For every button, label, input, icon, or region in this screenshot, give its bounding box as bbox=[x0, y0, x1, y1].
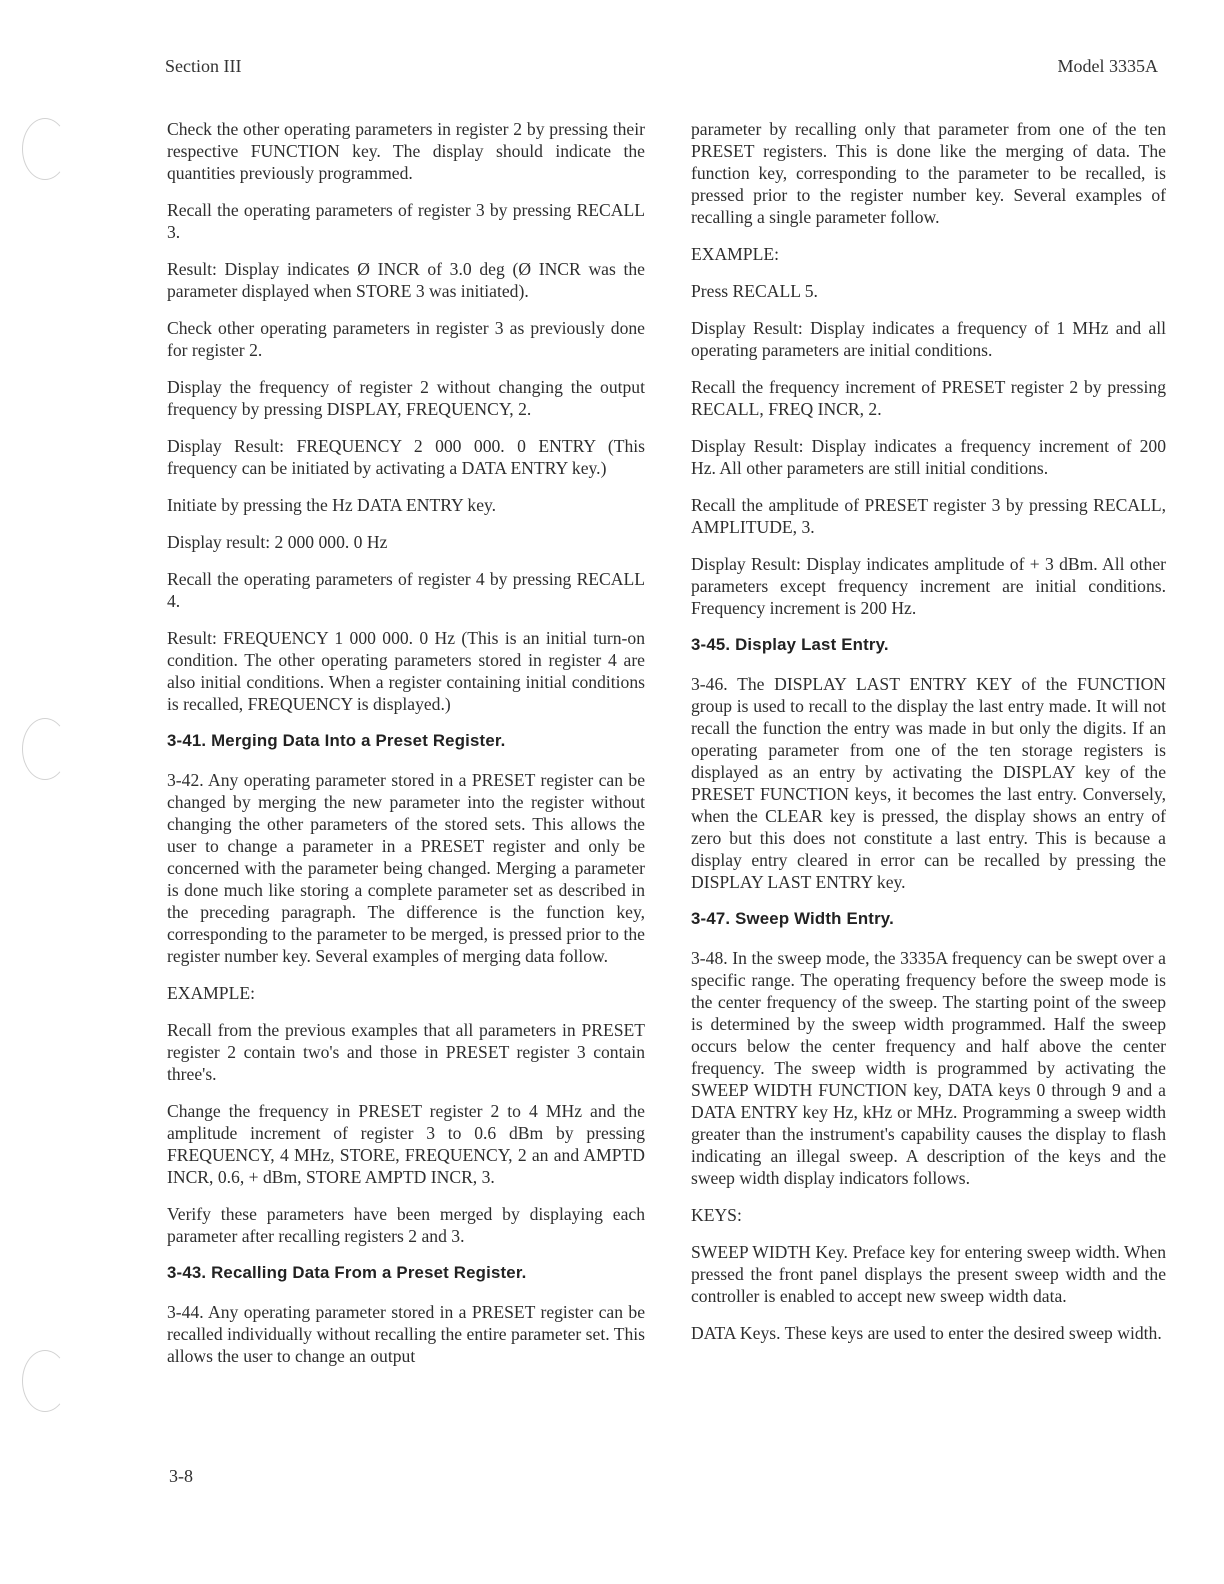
paragraph: Press RECALL 5. bbox=[691, 281, 818, 301]
paragraph: Verify these parameters have been merged by displaying each parameter after recalling registers 2 and 3. bbox=[167, 1204, 645, 1246]
paragraph: Display Result: FREQUENCY 2 000 000. 0 ENTRY (This frequency can be initiated by activating a DATA ENTRY key.) bbox=[167, 436, 645, 478]
section-heading: 3-47. Sweep Width Entry. bbox=[691, 909, 894, 928]
paragraph: Initiate by pressing the Hz DATA ENTRY key. bbox=[167, 495, 497, 515]
binder-hole-top bbox=[22, 118, 68, 180]
paragraph: Result: Display indicates Ø INCR of 3.0 deg (Ø INCR was the parameter displayed when STORE 3 was initiated). bbox=[167, 259, 645, 301]
paragraph: Result: FREQUENCY 1 000 000. 0 Hz (This is an initial turn-on condition. The other operating parameters stored in register 4 are also initial conditions. When a register containing initial conditions is recalled, FREQUENCY is displayed.) bbox=[167, 628, 645, 714]
paragraph: Check other operating parameters in register 3 as previously done for register 2. bbox=[167, 318, 645, 360]
paragraph: Display result: 2 000 000. 0 Hz bbox=[167, 532, 388, 552]
paragraph: 3-46. The DISPLAY LAST ENTRY KEY of the FUNCTION group is used to recall to the display the last entry made. It will not recall the function the entry was made in but only the digits. If an operating parameter from one of the ten storage registers is displayed as an entry by activating the DISPLAY key of the PRESET FUNCTION keys, it becomes the last entry. Conversely, when the CLEAR key is pressed, the display shows an entry of zero but this does not constitute a last entry. This is because a display entry cleared in error can be recalled by pressing the DISPLAY LAST ENTRY key. bbox=[691, 674, 1166, 892]
paragraph: Recall from the previous examples that all parameters in PRESET register 2 contain two's and those in PRESET register 3 contain three's. bbox=[167, 1020, 645, 1084]
paragraph: 3-42. Any operating parameter stored in a PRESET register can be changed by merging the new parameter into the register without changing the other parameters of the stored sets. This allows the user to change a parameter in a PRESET register and only be concerned with the parameter being changed. Merging a parameter is done much like storing a complete parameter set as described in the preceding paragraph. The difference is the function key, corresponding to the parameter to be merged, is pressed prior to the register number key. Several examples of merging data follow. bbox=[167, 770, 645, 966]
section-heading: 3-43. Recalling Data From a Preset Register. bbox=[167, 1263, 527, 1282]
keys-label: KEYS: bbox=[691, 1205, 742, 1225]
paragraph: 3-48. In the sweep mode, the 3335A frequency can be swept over a specific range. The operating frequency before the sweep mode is the center frequency of the sweep. The starting point of the sweep is determined by the sweep width programmed. Half the sweep occurs below the center frequency and half above the center frequency. The sweep width is programmed by activating the SWEEP WIDTH FUNCTION key, DATA keys 0 through 9 and a DATA ENTRY key Hz, kHz or MHz. Programming a sweep width greater than the instrument's capability causes the display to flash indicating an illegal sweep. A description of the keys and the sweep width display indicators follows. bbox=[691, 948, 1166, 1188]
binder-hole-middle bbox=[22, 718, 68, 780]
paragraph: Display Result: Display indicates amplitude of + 3 dBm. All other parameters except frequency increment are initial conditions. Frequency increment is 200 Hz. bbox=[691, 554, 1166, 618]
paragraph: SWEEP WIDTH Key. Preface key for entering sweep width. When pressed the front panel displays the present sweep width and the controller is enabled to accept new sweep width data. bbox=[691, 1242, 1166, 1306]
paragraph: Display the frequency of register 2 without changing the output frequency by pressing DISPLAY, FREQUENCY, 2. bbox=[167, 377, 645, 419]
right-column bbox=[691, 118, 1166, 1359]
paragraph: parameter by recalling only that parameter from one of the ten PRESET registers. This is done like the merging of data. The function key, corresponding to the parameter to be recalled, is pressed prior to the register number key. Several examples of recalling a single parameter follow. bbox=[691, 119, 1166, 227]
binder-hole-bottom bbox=[22, 1350, 68, 1412]
paragraph: Recall the amplitude of PRESET register 3 by pressing RECALL, AMPLITUDE, 3. bbox=[691, 495, 1166, 537]
section-label: Section III bbox=[165, 56, 242, 76]
paragraph: 3-44. Any operating parameter stored in a PRESET register can be recalled individually without recalling the entire parameter set. This allows the user to change an output bbox=[167, 1302, 645, 1366]
paragraph: Display Result: Display indicates a frequency increment of 200 Hz. All other parameters are still initial conditions. bbox=[691, 436, 1166, 478]
page-number: 3-8 bbox=[169, 1466, 193, 1486]
paragraph: Recall the frequency increment of PRESET register 2 by pressing RECALL, FREQ INCR, 2. bbox=[691, 377, 1166, 419]
paragraph: DATA Keys. These keys are used to enter the desired sweep width. bbox=[691, 1323, 1162, 1343]
model-label: Model 3335A bbox=[1057, 56, 1158, 76]
paragraph: Display Result: Display indicates a frequency of 1 MHz and all operating parameters are initial conditions. bbox=[691, 318, 1166, 360]
section-heading: 3-41. Merging Data Into a Preset Register. bbox=[167, 731, 506, 750]
example-label: EXAMPLE: bbox=[691, 244, 779, 264]
paragraph: Change the frequency in PRESET register 2 to 4 MHz and the amplitude increment of register 3 to 0.6 dBm by pressing FREQUENCY, 4 MHz, STORE, FREQUENCY, 2 an and AMPTD INCR, 0.6, + dBm, STORE AMPTD INCR, 3. bbox=[167, 1101, 645, 1187]
section-heading: 3-45. Display Last Entry. bbox=[691, 635, 889, 654]
left-column bbox=[167, 118, 645, 1382]
paragraph: Check the other operating parameters in register 2 by pressing their respective FUNCTION key. The display should indicate the quantities previously programmed. bbox=[167, 119, 645, 183]
paragraph: Recall the operating parameters of register 3 by pressing RECALL 3. bbox=[167, 200, 645, 242]
paragraph: Recall the operating parameters of register 4 by pressing RECALL 4. bbox=[167, 569, 645, 611]
example-label: EXAMPLE: bbox=[167, 983, 255, 1003]
